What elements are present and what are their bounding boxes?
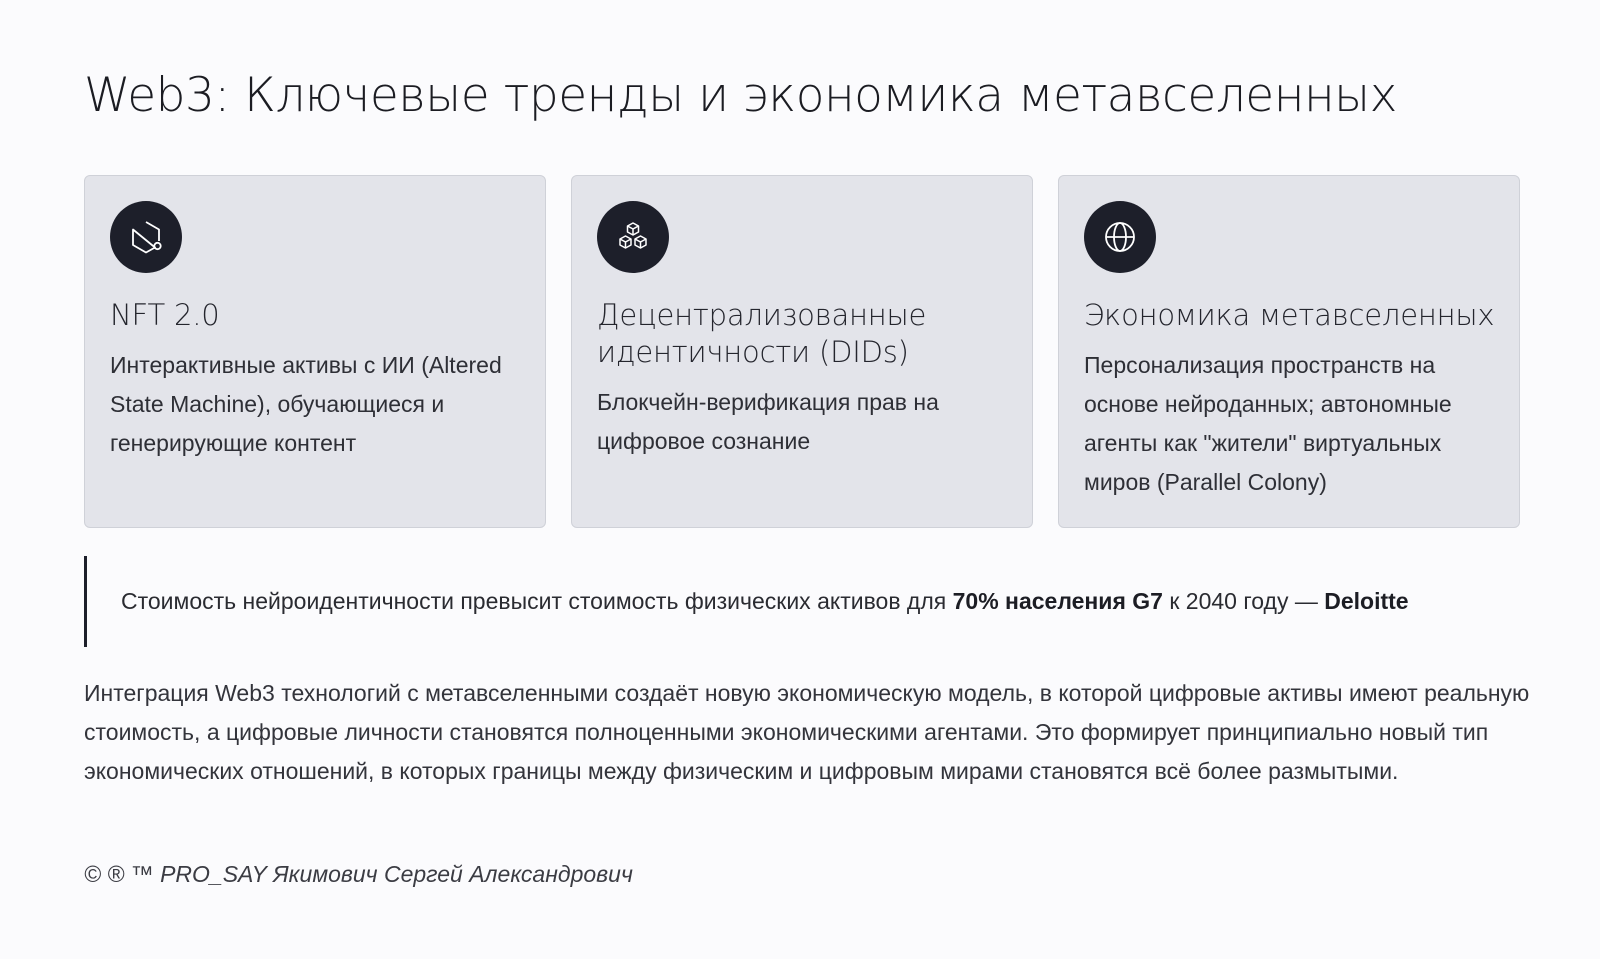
card-metaverse-economy	[1058, 175, 1520, 528]
quote-highlight: 70% населения G7	[952, 588, 1163, 614]
globe-icon	[1084, 201, 1156, 273]
card-dids	[571, 175, 1033, 528]
page-title: Web3: Ключевые тренды и экономика метавселенных	[84, 68, 1397, 123]
quote-block	[84, 556, 1514, 647]
card-title: NFT 2.0	[110, 298, 220, 332]
quote-text: Стоимость нейроидентичности превысит стоимость физических активов для	[121, 588, 953, 614]
boxes-icon	[597, 201, 669, 273]
card-text: Персонализация пространств на основе нейроданных; автономные агенты как "жители" виртуальных миров (Parallel Colony)	[1084, 352, 1452, 495]
card-text: Интерактивные активы с ИИ (Altered State Machine), обучающиеся и генерирующие контент	[110, 352, 502, 456]
card-title: Экономика метавселенных	[1084, 298, 1495, 332]
body-paragraph: Интеграция Web3 технологий с метавселенными создаёт новую экономическую модель, в которой цифровые активы имеют реальную стоимость, а цифровые личности становятся полноценными экономическими агентами. Это формирует принципиально новый тип экономических отношений, в которых границы между физическим и цифровым мирами становятся всё более размытыми.	[84, 680, 1530, 784]
trend-cards	[84, 175, 1520, 528]
card-nft	[84, 175, 546, 528]
author-signature: © ® ™ PRO_SAY Якимович Сергей Александрович	[84, 861, 633, 887]
card-text: Блокчейн-верификация прав на цифровое сознание	[597, 389, 939, 454]
card-title: Децентрализованные идентичности (DIDs)	[597, 298, 927, 369]
hexagon-node-icon	[110, 201, 182, 273]
quote-source: Deloitte	[1324, 588, 1409, 614]
quote-text-2: к 2040 году —	[1162, 588, 1325, 614]
